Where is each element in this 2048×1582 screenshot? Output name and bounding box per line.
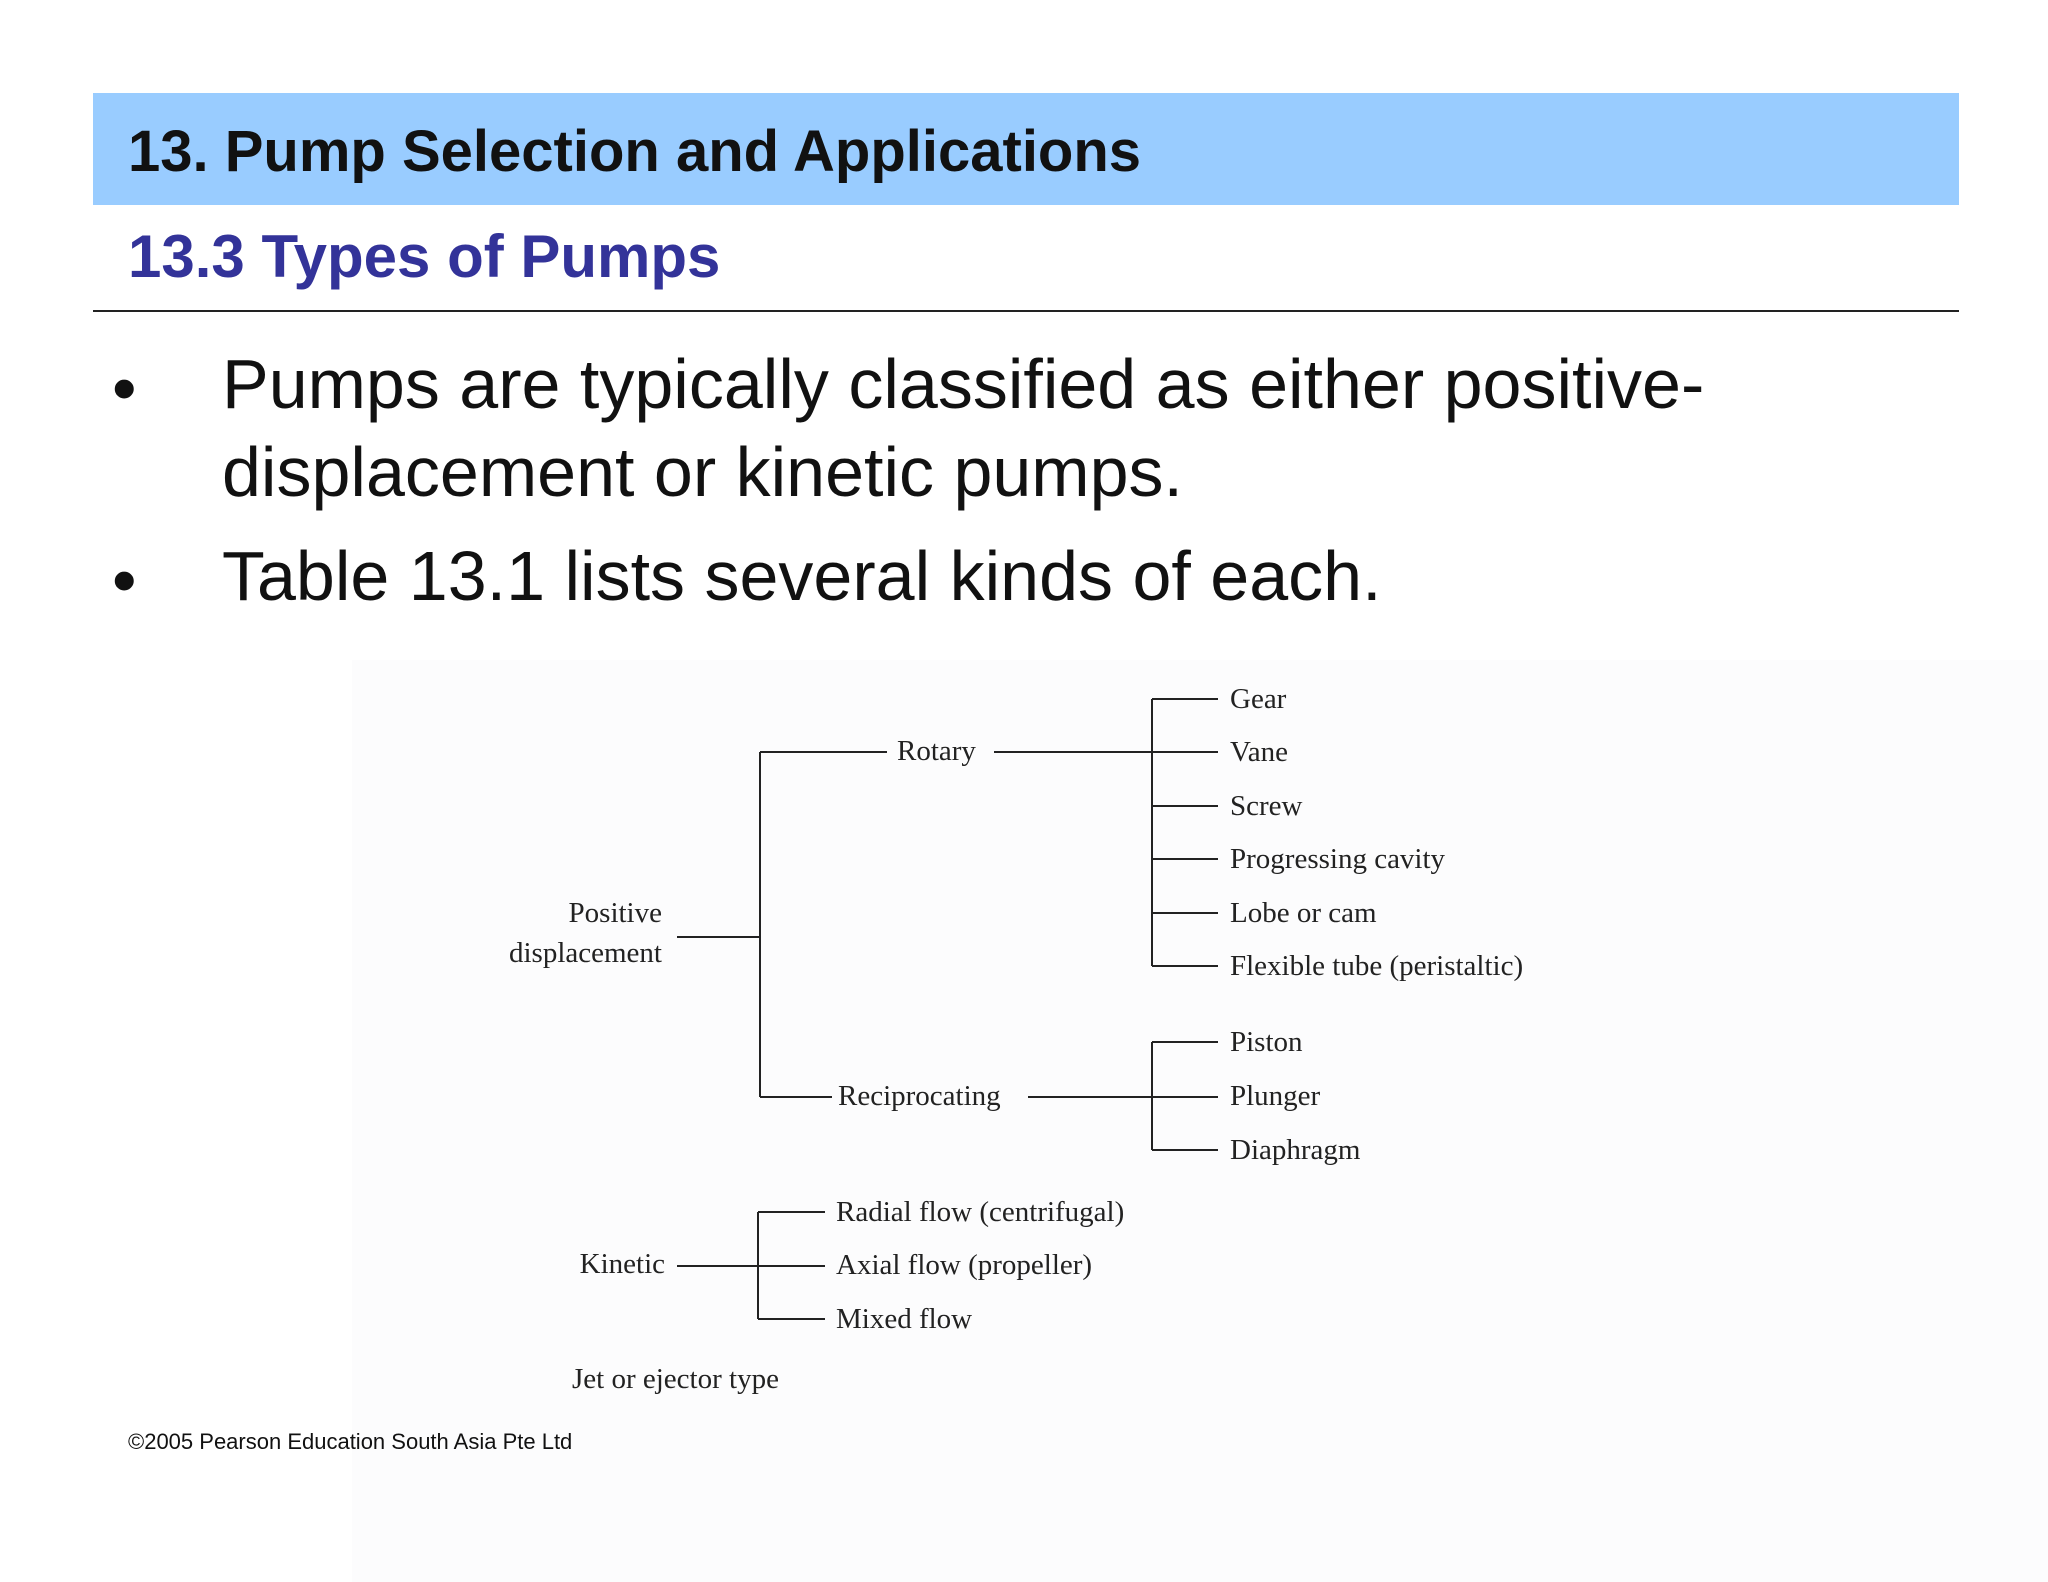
node-jet-ejector: Jet or ejector type — [572, 1363, 779, 1395]
node-vane: Vane — [1230, 736, 1288, 768]
node-progressing-cavity: Progressing cavity — [1230, 843, 1446, 875]
node-diaphragm: Diaphragm — [1230, 1134, 1361, 1166]
bullet-marker: • — [112, 541, 137, 619]
node-flexible-tube: Flexible tube (peristaltic) — [1230, 950, 1524, 982]
node-screw: Screw — [1230, 790, 1303, 822]
bullet-item: Table 13.1 lists several kinds of each. — [222, 537, 1382, 615]
node-plunger: Plunger — [1230, 1080, 1321, 1112]
node-piston: Piston — [1230, 1026, 1303, 1058]
node-positive-line2: displacement — [508, 937, 662, 969]
node-reciprocating: Reciprocating — [838, 1080, 1001, 1112]
node-mixed-flow: Mixed flow — [836, 1303, 973, 1335]
node-gear: Gear — [1230, 683, 1287, 715]
section-title: 13.3 Types of Pumps — [128, 223, 721, 290]
slide-title: 13. Pump Selection and Applications — [128, 119, 1142, 184]
node-radial-flow: Radial flow (centrifugal) — [836, 1196, 1125, 1228]
bullet-item: Pumps are typically classified as either positive-displacement or kinetic pumps. — [222, 345, 1705, 511]
copyright-footer: ©2005 Pearson Education South Asia Pte Ltd — [128, 1429, 573, 1454]
node-axial-flow: Axial flow (propeller) — [836, 1249, 1093, 1281]
bullet-marker: • — [112, 349, 137, 427]
node-lobe-or-cam: Lobe or cam — [1230, 897, 1377, 929]
node-rotary: Rotary — [897, 735, 976, 767]
node-kinetic: Kinetic — [579, 1248, 665, 1280]
node-positive-line1: Positive — [568, 897, 662, 929]
